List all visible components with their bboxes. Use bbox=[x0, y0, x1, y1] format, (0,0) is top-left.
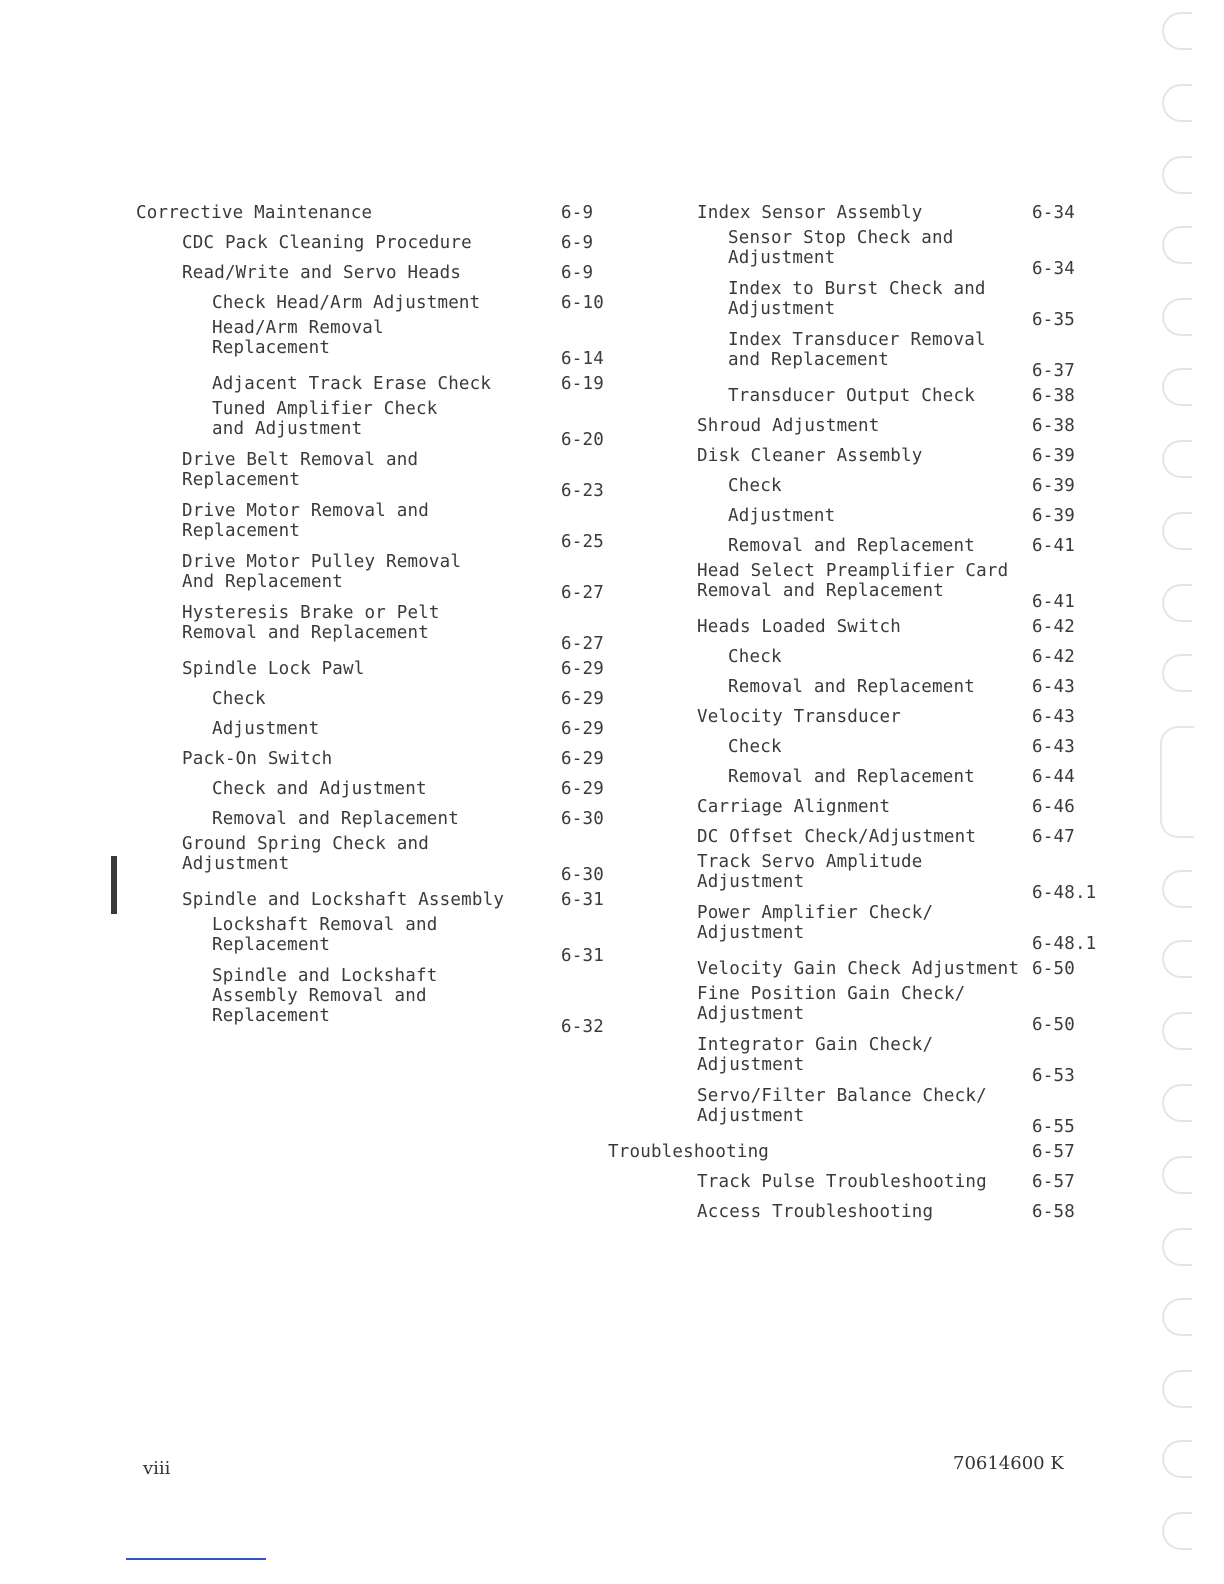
toc-entry-title: Read/Write and Servo Heads bbox=[182, 263, 462, 283]
toc-entry-page: 6-58 bbox=[1032, 1202, 1075, 1222]
toc-entry bbox=[652, 732, 1112, 762]
toc-entry bbox=[652, 228, 1112, 279]
toc-entry-page: 6-31 bbox=[561, 946, 604, 966]
toc-entry bbox=[652, 1086, 1112, 1137]
toc-entry-title: Tuned Amplifier Check and Adjustment bbox=[212, 399, 438, 439]
toc-entry-title: Track Servo Amplitude Adjustment bbox=[697, 852, 923, 892]
toc-entry-page: 6-55 bbox=[1032, 1117, 1075, 1137]
toc-entry-title: Sensor Stop Check and Adjustment bbox=[728, 228, 954, 268]
toc-entry-page: 6-14 bbox=[561, 349, 604, 369]
toc-entry-page: 6-31 bbox=[561, 890, 604, 910]
toc-entry-page: 6-43 bbox=[1032, 707, 1075, 727]
toc-entry-title: Check Head/Arm Adjustment bbox=[212, 293, 481, 313]
toc-entry bbox=[652, 471, 1112, 501]
binder-hole bbox=[1162, 1440, 1192, 1478]
toc-entry-page: 6-25 bbox=[561, 532, 604, 552]
toc-entry bbox=[136, 552, 626, 603]
toc-entry bbox=[652, 381, 1112, 411]
toc-entry-title: Removal and Replacement bbox=[212, 809, 459, 829]
toc-entry bbox=[136, 228, 626, 258]
toc-entry-title: Check bbox=[212, 689, 266, 709]
toc-entry-title: Check and Adjustment bbox=[212, 779, 427, 799]
toc-entry-page: 6-57 bbox=[1032, 1142, 1075, 1162]
toc-entry-page: 6-20 bbox=[561, 430, 604, 450]
toc-entry-page: 6-29 bbox=[561, 779, 604, 799]
toc-entry-page: 6-39 bbox=[1032, 476, 1075, 496]
toc-entry-page: 6-48.1 bbox=[1032, 934, 1097, 954]
toc-entry-page: 6-41 bbox=[1032, 592, 1075, 612]
toc-entry bbox=[136, 714, 626, 744]
toc-entry-page: 6-42 bbox=[1032, 617, 1075, 637]
binder-hole bbox=[1162, 1228, 1192, 1266]
toc-entry-title: Head Select Preamplifier Card Removal and Replacement bbox=[697, 561, 1009, 601]
toc-entry bbox=[136, 885, 626, 915]
toc-entry-title: Index Transducer Removal and Replacement bbox=[728, 330, 986, 370]
toc-entry-title: CDC Pack Cleaning Procedure bbox=[182, 233, 472, 253]
toc-entry-page: 6-38 bbox=[1032, 416, 1075, 436]
toc-entry bbox=[136, 399, 626, 450]
toc-entry-title: Hysteresis Brake or Pelt Removal and Replacement bbox=[182, 603, 440, 643]
toc-entry bbox=[652, 702, 1112, 732]
toc-entry-page: 6-37 bbox=[1032, 361, 1075, 381]
toc-entry-page: 6-44 bbox=[1032, 767, 1075, 787]
binder-hole bbox=[1162, 84, 1192, 122]
toc-entry-page: 6-38 bbox=[1032, 386, 1075, 406]
binder-hole bbox=[1162, 12, 1192, 50]
toc-entry-page: 6-9 bbox=[561, 203, 594, 223]
toc-entry-title: Transducer Output Check bbox=[728, 386, 975, 406]
toc-entry bbox=[652, 198, 1112, 228]
toc-entry bbox=[652, 852, 1112, 903]
toc-entry-title: Heads Loaded Switch bbox=[697, 617, 901, 637]
toc-entry bbox=[136, 318, 626, 369]
toc-entry bbox=[652, 642, 1112, 672]
toc-entry-title: Adjacent Track Erase Check bbox=[212, 374, 492, 394]
toc-entry bbox=[652, 279, 1112, 330]
toc-entry bbox=[652, 672, 1112, 702]
toc-entry-title: Spindle and Lockshaft Assembly Removal and Replacement bbox=[212, 966, 438, 1026]
toc-entry bbox=[652, 501, 1112, 531]
toc-entry bbox=[136, 450, 626, 501]
binder-hole bbox=[1162, 1512, 1192, 1550]
toc-left-column bbox=[136, 198, 626, 1037]
toc-entry-page: 6-34 bbox=[1032, 259, 1075, 279]
toc-entry-title: Head/Arm Removal Replacement bbox=[212, 318, 384, 358]
toc-entry-title: Disk Cleaner Assembly bbox=[697, 446, 923, 466]
binder-hole bbox=[1162, 512, 1192, 550]
binder-hole bbox=[1162, 654, 1192, 692]
toc-entry-title: DC Offset Check/Adjustment bbox=[697, 827, 977, 847]
toc-entry bbox=[652, 954, 1112, 984]
toc-entry bbox=[652, 330, 1112, 381]
change-bar bbox=[111, 856, 117, 914]
page-number: viii bbox=[143, 1458, 171, 1479]
toc-entry-page: 6-29 bbox=[561, 689, 604, 709]
toc-entry-title: Check bbox=[728, 476, 782, 496]
toc-entry-title: Index Sensor Assembly bbox=[697, 203, 923, 223]
toc-entry bbox=[136, 915, 626, 966]
toc-entry-title: Adjustment bbox=[728, 506, 836, 526]
toc-entry bbox=[136, 774, 626, 804]
toc-entry bbox=[652, 762, 1112, 792]
toc-entry bbox=[136, 654, 626, 684]
binder-hole bbox=[1162, 870, 1192, 908]
toc-entry-page: 6-41 bbox=[1032, 536, 1075, 556]
toc-entry-title: Track Pulse Troubleshooting bbox=[697, 1172, 987, 1192]
toc-entry bbox=[136, 369, 626, 399]
binder-hole bbox=[1162, 156, 1192, 194]
toc-entry bbox=[136, 834, 626, 885]
toc-entry bbox=[136, 684, 626, 714]
toc-entry bbox=[652, 561, 1112, 612]
document-number: 70614600 K bbox=[953, 1453, 1064, 1474]
toc-entry-page: 6-27 bbox=[561, 583, 604, 603]
toc-entry-page: 6-57 bbox=[1032, 1172, 1075, 1192]
toc-entry-page: 6-9 bbox=[561, 233, 594, 253]
toc-entry bbox=[136, 258, 626, 288]
toc-entry-title: Shroud Adjustment bbox=[697, 416, 880, 436]
toc-entry-title: Corrective Maintenance bbox=[136, 203, 373, 223]
toc-entry-title: Velocity Transducer bbox=[697, 707, 901, 727]
toc-entry-title: Drive Motor Removal and Replacement bbox=[182, 501, 429, 541]
toc-entry-title: Integrator Gain Check/ Adjustment bbox=[697, 1035, 934, 1075]
toc-entry bbox=[608, 1137, 1112, 1167]
toc-entry bbox=[136, 288, 626, 318]
toc-entry-page: 6-30 bbox=[561, 865, 604, 885]
toc-entry-page: 6-43 bbox=[1032, 737, 1075, 757]
toc-entry-page: 6-34 bbox=[1032, 203, 1075, 223]
toc-entry-page: 6-35 bbox=[1032, 310, 1075, 330]
toc-entry-page: 6-32 bbox=[561, 1017, 604, 1037]
toc-entry bbox=[136, 966, 626, 1037]
toc-entry-page: 6-29 bbox=[561, 659, 604, 679]
toc-entry bbox=[652, 531, 1112, 561]
toc-entry bbox=[136, 198, 626, 228]
toc-entry bbox=[652, 903, 1112, 954]
toc-entry bbox=[652, 792, 1112, 822]
toc-entry-title: Removal and Replacement bbox=[728, 767, 975, 787]
toc-entry-page: 6-27 bbox=[561, 634, 604, 654]
toc-entry-page: 6-39 bbox=[1032, 446, 1075, 466]
binder-hole bbox=[1162, 1012, 1192, 1050]
toc-entry-page: 6-43 bbox=[1032, 677, 1075, 697]
binder-hole bbox=[1162, 298, 1192, 336]
binder-hole bbox=[1162, 1298, 1192, 1336]
toc-entry-title: Lockshaft Removal and Replacement bbox=[212, 915, 438, 955]
toc-entry bbox=[136, 804, 626, 834]
toc-entry-page: 6-29 bbox=[561, 719, 604, 739]
toc-entry-page: 6-9 bbox=[561, 263, 594, 283]
binder-hole bbox=[1162, 1084, 1192, 1122]
toc-entry-page: 6-23 bbox=[561, 481, 604, 501]
toc-entry bbox=[652, 612, 1112, 642]
binder-hole bbox=[1162, 940, 1192, 978]
toc-entry bbox=[652, 1035, 1112, 1086]
toc-entry bbox=[652, 1167, 1112, 1197]
toc-entry bbox=[136, 744, 626, 774]
toc-entry-page: 6-42 bbox=[1032, 647, 1075, 667]
toc-entry-title: Index to Burst Check and Adjustment bbox=[728, 279, 986, 319]
bottom-rule bbox=[126, 1558, 266, 1560]
toc-entry-title: Fine Position Gain Check/ Adjustment bbox=[697, 984, 966, 1024]
binder-hole bbox=[1162, 584, 1192, 622]
toc-entry bbox=[652, 822, 1112, 852]
toc-entry-page: 6-30 bbox=[561, 809, 604, 829]
toc-entry-page: 6-50 bbox=[1032, 1015, 1075, 1035]
toc-entry-title: Ground Spring Check and Adjustment bbox=[182, 834, 429, 874]
toc-entry-title: Drive Motor Pulley Removal And Replacement bbox=[182, 552, 462, 592]
toc-entry bbox=[652, 1197, 1112, 1227]
toc-entry-title: Check bbox=[728, 737, 782, 757]
toc-entry-page: 6-39 bbox=[1032, 506, 1075, 526]
toc-entry bbox=[652, 984, 1112, 1035]
toc-entry-title: Access Troubleshooting bbox=[697, 1202, 934, 1222]
toc-entry bbox=[136, 501, 626, 552]
toc-entry-title: Carriage Alignment bbox=[697, 797, 891, 817]
toc-entry-title: Velocity Gain Check Adjustment bbox=[697, 959, 1020, 979]
binder-hole bbox=[1162, 440, 1192, 478]
binder-hole bbox=[1162, 368, 1192, 406]
toc-entry-title: Power Amplifier Check/ Adjustment bbox=[697, 903, 934, 943]
toc-entry-title: Removal and Replacement bbox=[728, 536, 975, 556]
toc-entry bbox=[136, 603, 626, 654]
toc-entry-page: 6-53 bbox=[1032, 1066, 1075, 1086]
toc-entry-page: 6-29 bbox=[561, 749, 604, 769]
toc-entry bbox=[652, 411, 1112, 441]
toc-entry-page: 6-48.1 bbox=[1032, 883, 1097, 903]
toc-entry-page: 6-19 bbox=[561, 374, 604, 394]
binder-tab-slot bbox=[1160, 726, 1194, 838]
binder-hole bbox=[1162, 1370, 1192, 1408]
binder-hole bbox=[1162, 226, 1192, 264]
toc-entry-page: 6-47 bbox=[1032, 827, 1075, 847]
toc-entry-title: Adjustment bbox=[212, 719, 320, 739]
toc-entry bbox=[652, 441, 1112, 471]
toc-right-column bbox=[608, 198, 1112, 1227]
toc-entry-title: Drive Belt Removal and Replacement bbox=[182, 450, 419, 490]
toc-entry-title: Spindle and Lockshaft Assembly bbox=[182, 890, 505, 910]
binder-hole bbox=[1162, 1156, 1192, 1194]
toc-entry-title: Troubleshooting bbox=[608, 1142, 770, 1162]
toc-entry-page: 6-50 bbox=[1032, 959, 1075, 979]
toc-entry-title: Servo/Filter Balance Check/ Adjustment bbox=[697, 1086, 987, 1126]
toc-entry-title: Pack-On Switch bbox=[182, 749, 333, 769]
toc-entry-page: 6-46 bbox=[1032, 797, 1075, 817]
toc-entry-title: Spindle Lock Pawl bbox=[182, 659, 365, 679]
toc-entry-title: Removal and Replacement bbox=[728, 677, 975, 697]
toc-entry-page: 6-10 bbox=[561, 293, 604, 313]
toc-entry-title: Check bbox=[728, 647, 782, 667]
